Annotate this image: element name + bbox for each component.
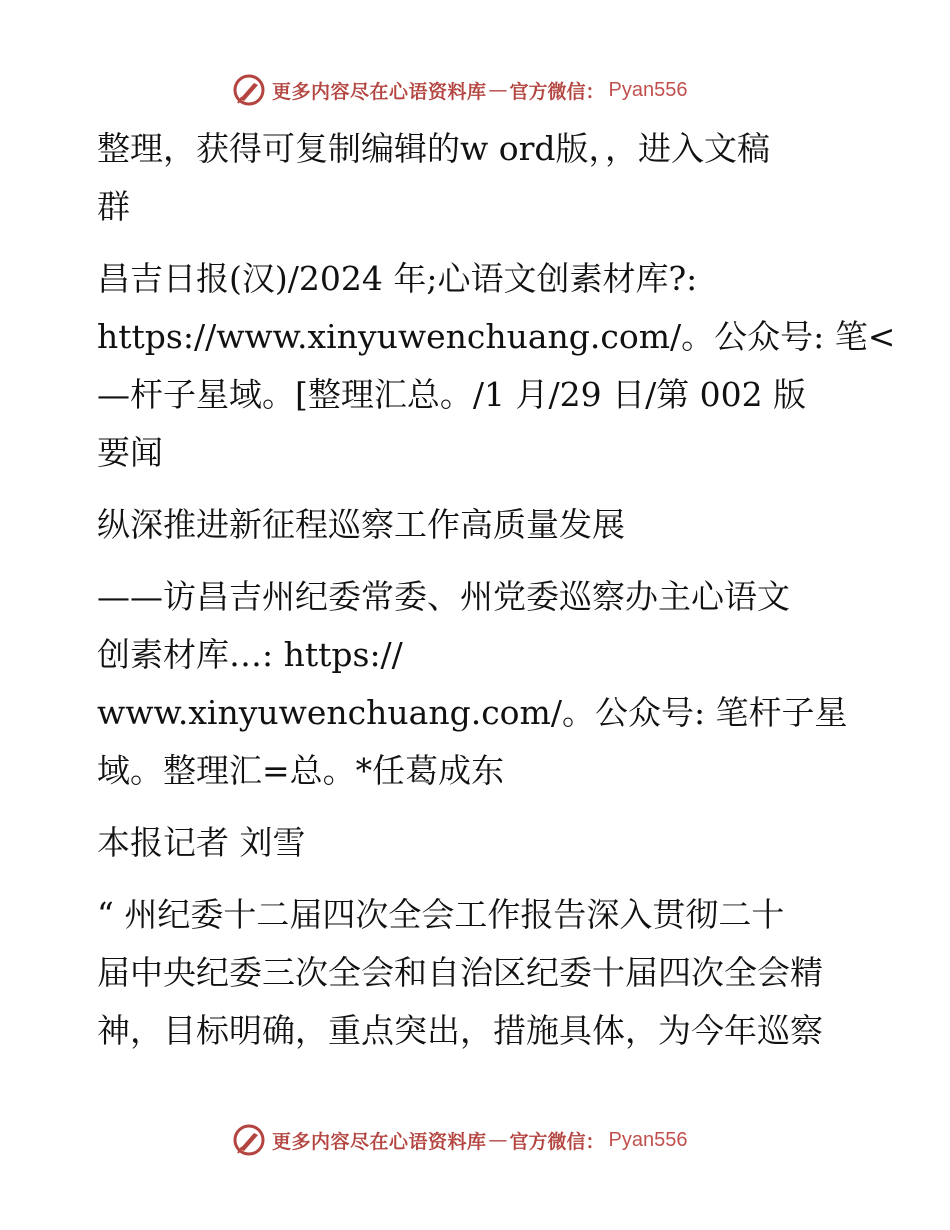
banner-separator: —	[488, 79, 508, 101]
text-line: www.xinyuwenchuang.com/。公众号: 笔杆子星	[97, 693, 848, 732]
text-line: 群	[97, 187, 130, 226]
paragraph-source	[97, 250, 896, 482]
banner-separator: —	[488, 1129, 508, 1151]
pen-logo-icon	[232, 73, 266, 107]
text-line: 神，目标明确，重点突出，措施具体，为今年巡察	[97, 1011, 823, 1050]
text-line: 整理，获得可复制编辑的w ord版，，进入文稿	[97, 129, 771, 168]
text-line: 纵深推进新征程巡察工作高质量发展	[97, 505, 625, 544]
text-line: ——访昌吉州纪委常委、州党委巡察办主心语文	[97, 577, 790, 616]
text-line: 届中央纪委三次全会和自治区纪委十届四次全会精	[97, 953, 823, 992]
article-subtitle	[97, 568, 857, 800]
article-title	[97, 496, 857, 554]
text-line: 要闻	[97, 433, 163, 472]
paragraph-intro	[97, 120, 857, 236]
paragraph-body	[97, 886, 857, 1060]
article-byline	[97, 814, 857, 872]
header-banner	[232, 72, 688, 108]
text-line: “ 州纪委十二届四次全会工作报告深入贯彻二十	[97, 895, 785, 934]
banner-wechat-id: Pyan556	[608, 78, 688, 101]
banner-wechat-id: Pyan556	[608, 1128, 688, 1151]
document-body	[97, 120, 896, 1074]
footer-banner	[232, 1122, 688, 1158]
banner-wechat-label: 官方微信：	[509, 1130, 605, 1153]
text-line: 域。整理汇=总。*任葛成东	[97, 751, 505, 790]
text-line: 创素材库…: https://	[97, 635, 403, 674]
banner-site-text: 更多内容尽在心语资料库	[272, 80, 487, 103]
text-line: 本报记者 刘雪	[97, 823, 306, 862]
text-line: 昌吉日报(汉)/2024 年;心语文创素材库?:	[97, 259, 698, 298]
pen-logo-icon	[232, 1123, 266, 1157]
text-line: https://www.xinyuwenchuang.com/。公众号: 笔<	[97, 317, 896, 356]
banner-site-text: 更多内容尽在心语资料库	[272, 1130, 487, 1153]
banner-wechat-label: 官方微信：	[509, 80, 605, 103]
text-line: —杆子星域。[整理汇总。/1 月/29 日/第 002 版	[97, 375, 807, 414]
